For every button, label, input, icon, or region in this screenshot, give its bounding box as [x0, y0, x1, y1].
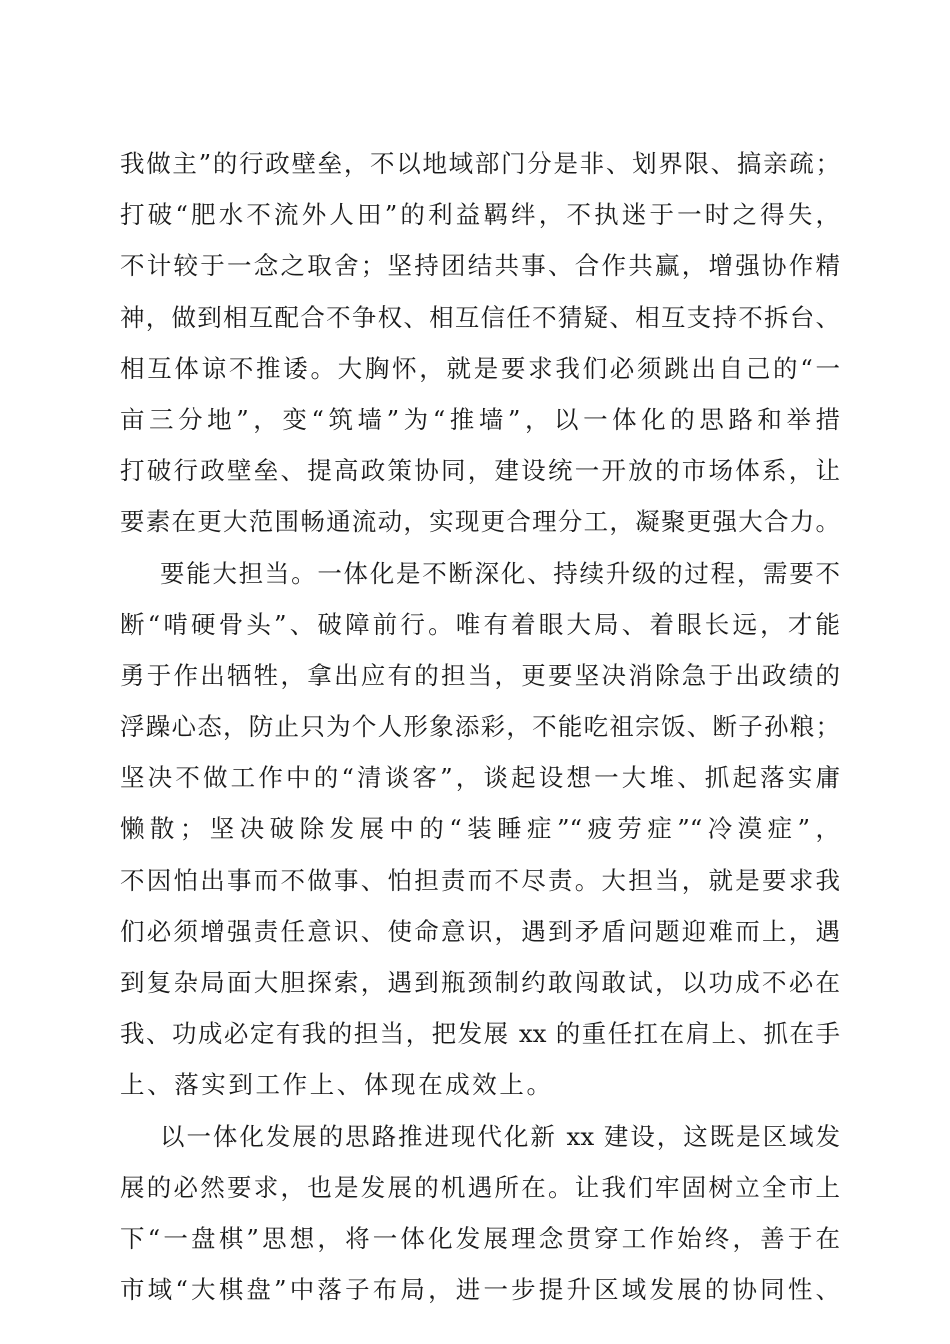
paragraph-first-line: 要能大担当。一体化是不断深化、持续升级的过程，需要不 [160, 558, 840, 588]
text-line: 们必须增强责任意识、使命意识，遇到矛盾问题迎难而上，遇 [120, 916, 840, 946]
text-line: 展的必然要求，也是发展的机遇所在。让我们牢固树立全市上 [120, 1172, 840, 1202]
text-line: 我做主”的行政壁垒，不以地域部门分是非、划界限、搞亲疏； [120, 149, 840, 178]
text-line: 勇于作出牺牲，拿出应有的担当，更要坚决消除急于出政绩的 [120, 660, 840, 690]
text-line: 断“啃硬骨头”、破障前行。唯有着眼大局、着眼长远，才能 [120, 609, 840, 639]
text-line: 浮躁心态，防止只为个人形象添彩，不能吃祖宗饭、断子孙粮； [120, 712, 840, 742]
text-line: 神，做到相互配合不争权、相互信任不猜疑、相互支持不拆台、 [120, 302, 840, 332]
paragraph-first-line: 以一体化发展的思路推进现代化新 xx 建设，这既是区域发 [160, 1121, 840, 1151]
text-line: 到复杂局面大胆探索，遇到瓶颈制约敢闯敢试，以功成不必在 [120, 968, 840, 997]
text-line: 我、功成必定有我的担当，把发展 xx 的重任扛在肩上、抓在手 [120, 1019, 840, 1049]
body-text [120, 138, 840, 1315]
text-line: 打破行政壁垒、提高政策协同，建设统一开放的市场体系，让 [120, 456, 840, 486]
text-line: 相互体谅不推诿。大胸怀，就是要求我们必须跳出自己的“一 [120, 353, 840, 383]
paragraph-last-line: 上、落实到工作上、体现在成效上。 [120, 1070, 554, 1100]
text-line: 亩三分地”，变“筑墙”为“推墙”，以一体化的思路和举措 [120, 404, 840, 434]
text-line: 打破“肥水不流外人田”的利益羁绊，不执迷于一时之得失， [120, 200, 840, 230]
text-line: 懒散；坚决破除发展中的“装睡症”“疲劳症”“冷漠症”， [120, 814, 840, 844]
text-line: 市域“大棋盘”中落子布局，进一步提升区域发展的协同性、 [120, 1275, 840, 1305]
text-line: 下“一盘棋”思想，将一体化发展理念贯穿工作始终，善于在 [120, 1223, 840, 1253]
text-line: 不因怕出事而不做事、怕担责而不尽责。大担当，就是要求我 [120, 865, 840, 895]
text-line: 要素在更大范围畅通流动，实现更合理分工，凝聚更强大合力。 [120, 507, 840, 537]
text-line: 坚决不做工作中的“清谈客”，谈起设想一大堆、抓起落实庸 [120, 763, 840, 793]
text-line: 不计较于一念之取舍；坚持团结共事、合作共赢，增强协作精 [120, 251, 840, 281]
